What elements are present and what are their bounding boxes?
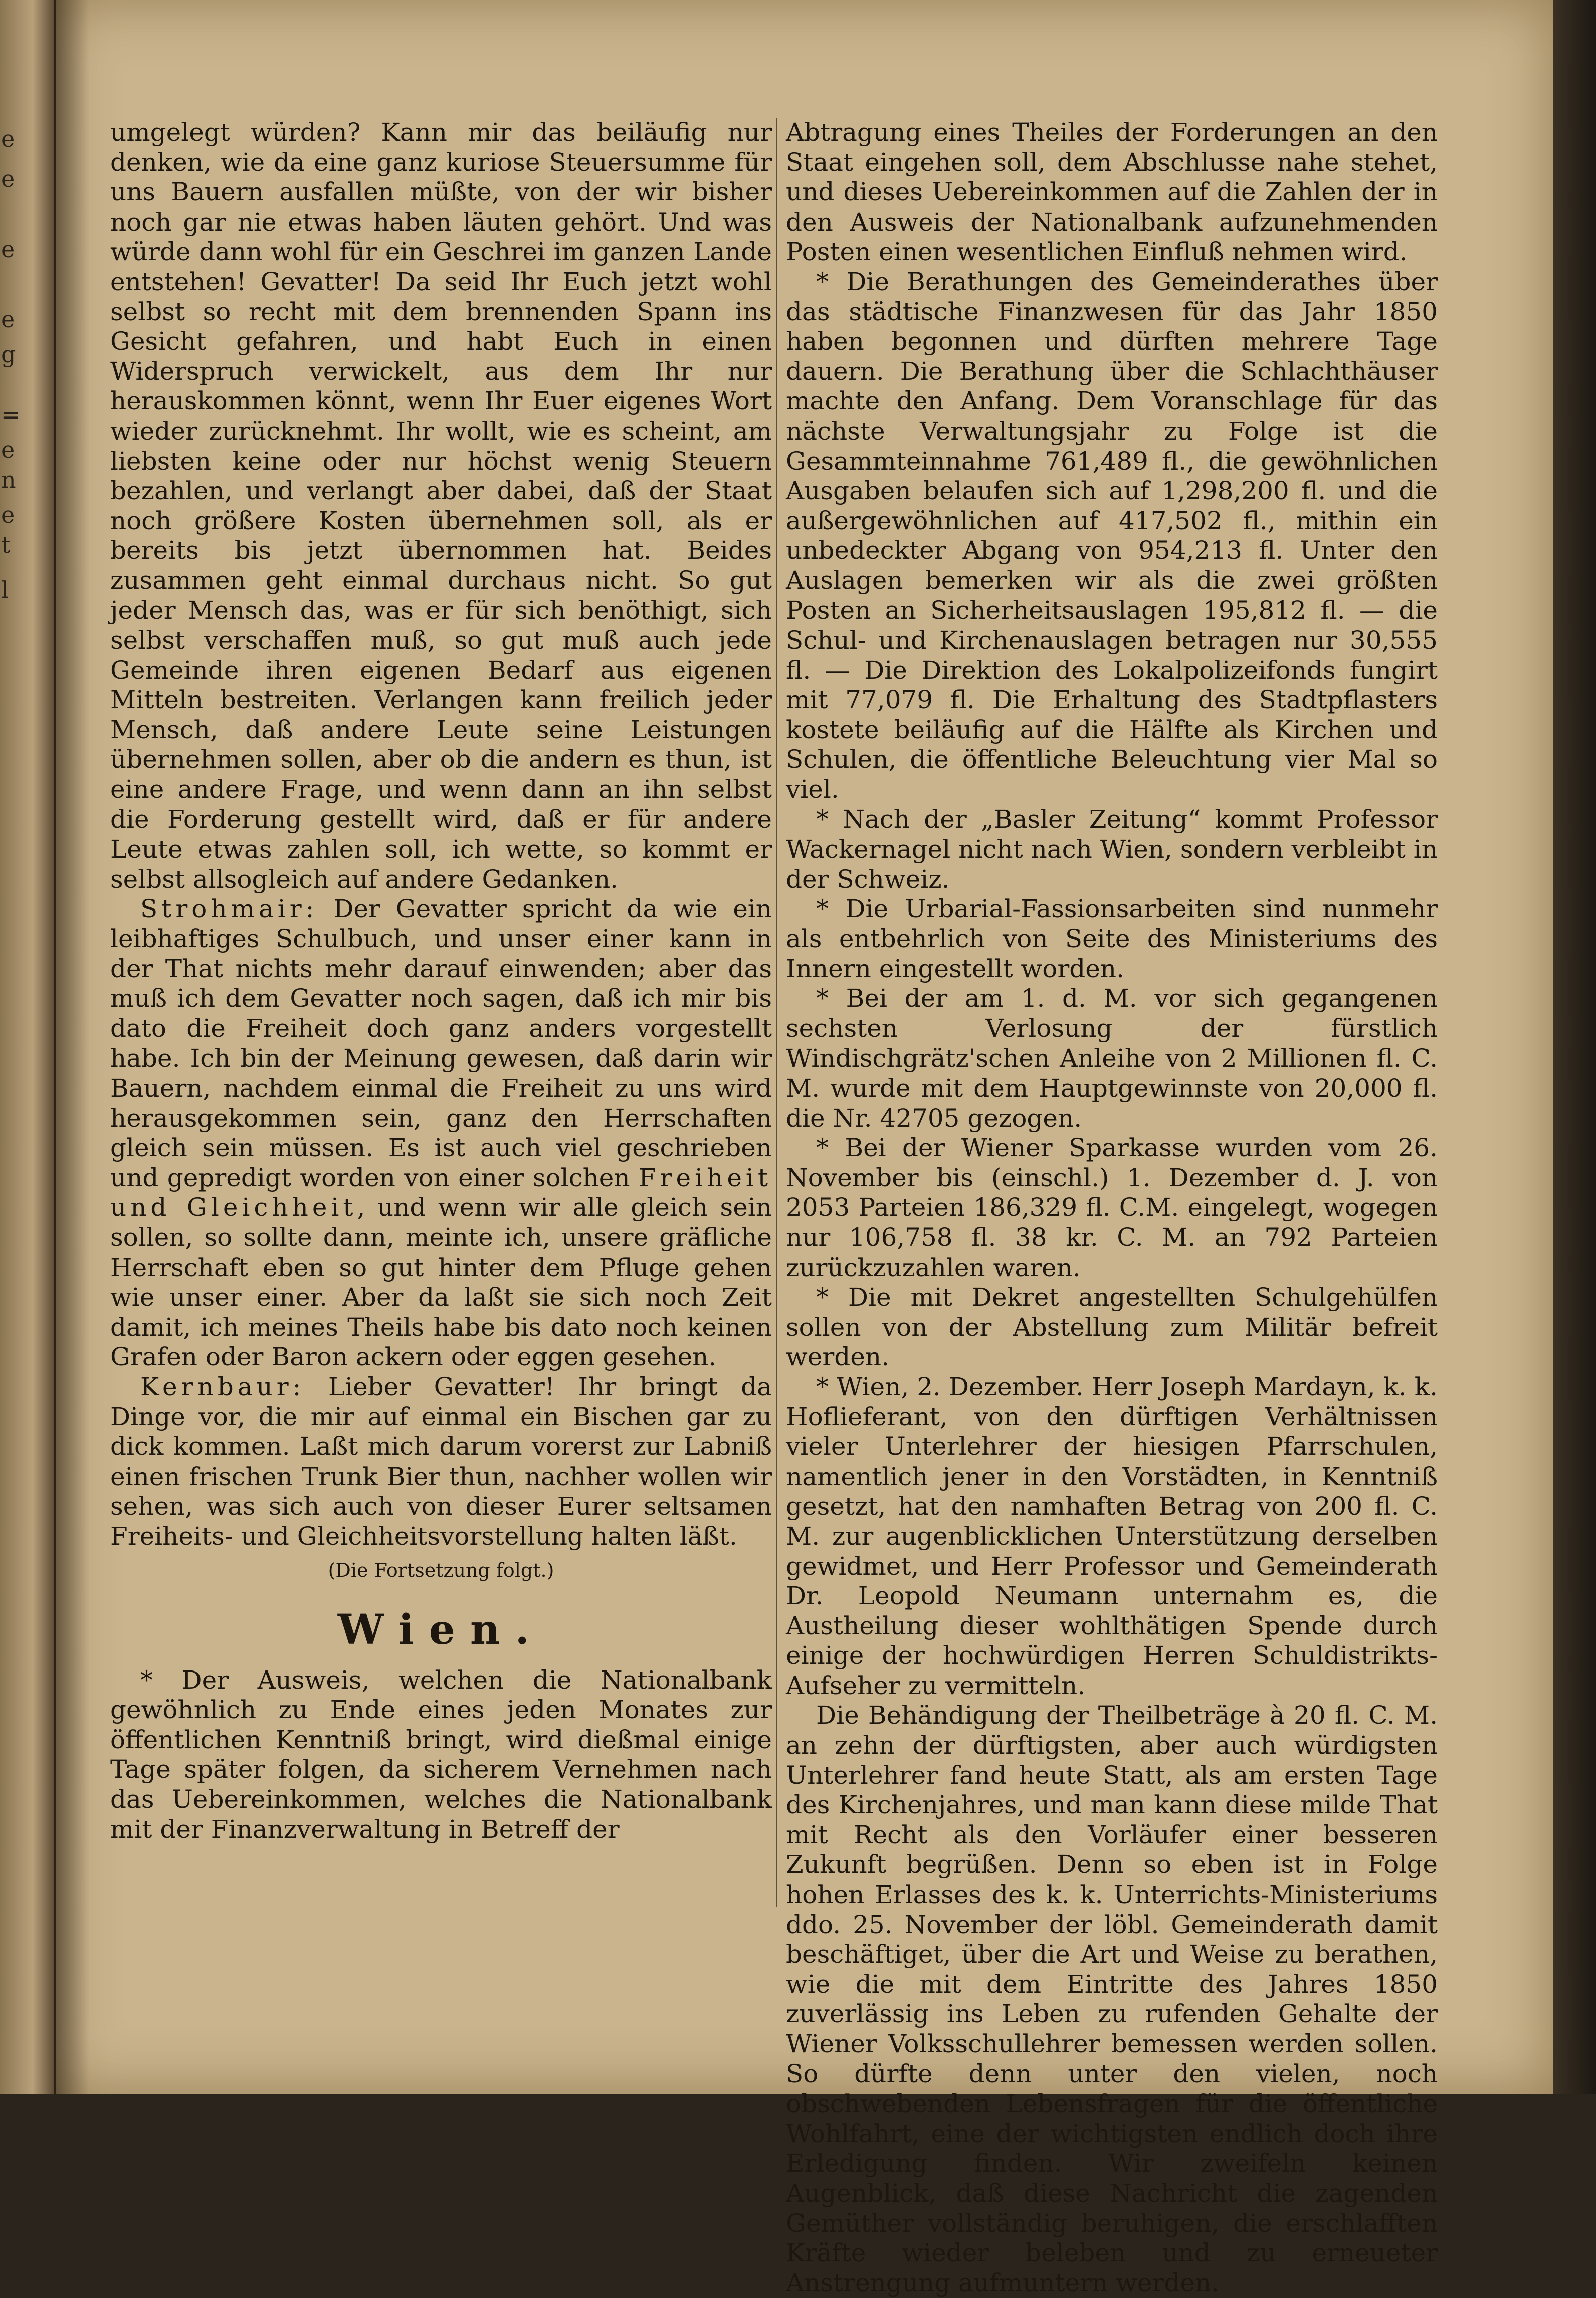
margin-fragment: g [1,341,16,368]
margin-fragment: e [1,501,15,528]
column-divider [776,118,777,1907]
dialogue-strohmair [110,894,772,1372]
margin-fragment: e [1,306,15,333]
margin-fragment: e [1,436,15,463]
section-heading: Wien. [337,1606,545,1654]
news-item: * Die Berathungen des Gemeinderathes über das städtische Finanzwesen für das Jahr 1850 haben begonnen und dürften mehrere Tage dauern. Die Berathung über die Schlachthäuser machte den Anfang. Dem Voranschlage für das nächste Verwaltungsjahr zu Folge ist die Gesammteinnahme 761,489 fl., die gewöhnlichen Ausgaben belaufen sich auf 1,298,200 fl. und die außergewöhnlichen auf 417,502 fl., mithin ein unbedeckter Abgang von 954,213 fl. Unter den Auslagen bemerken wir als die zwei größten Posten an Sicherheitsauslagen 195,812 fl. — die Schul- und Kirchenauslagen betragen nur 30,555 fl. — Die Direktion des Lokalpolizeifonds fungirt mit 77,079 fl. Die Erhaltung des Stadtpflasters kostete beiläufig auf die Hälfte als Kirchen und Schulen, die öffentliche Beleuchtung vier Mal so viel. [786,267,1438,804]
margin-fragment: = [1,401,21,428]
gutter-shadow [54,0,89,2094]
emphasized-phrase: Freiheit und Gleichheit [110,1163,772,1222]
speech-text: Der Gevatter spricht da wie ein leibhaftiges Schulbuch, und unser einer kann in der That nichts mehr darauf einwenden; aber das muß ich dem Gevatter noch sagen, daß ich mir bis dato die Freiheit doch ganz anders vorgestellt habe. Ich bin der Meinung gewesen, daß darin wir Bauern, nachdem einmal die Freiheit zu uns wird herausgekommen sein, ganz den Herrschaften gleich sein müssen. Es ist auch viel geschrieben und gepredigt worden von einer solchen [110,894,772,1192]
speaker-name: Kernbaur: [140,1372,305,1401]
speech-text: , und wenn wir alle gleich sein sollen, so sollte dann, meinte ich, unsere gräfliche Herrschaft eben so gut hinter dem Pfluge gehen wie unser einer. Aber da laßt sie sich noch Zeit damit, ich meines Theils habe bis dato noch keinen Grafen oder Baron ackern oder eggen gesehen. [110,1193,772,1372]
paragraph: umgelegt würden? Kann mir das beiläufig nur denken, wie da eine ganz kuriose Steuersumme für uns Bauern ausfallen müßte, von der wir bisher noch gar nie etwas haben läuten gehört. Und was würde dann wohl für ein Geschrei im ganzen Lande entstehen! Gevatter! Da seid Ihr Euch jetzt wohl selbst so recht mit dem brennenden Spann ins Gesicht gefahren, und habt Euch in einen Widerspruch verwickelt, aus dem Ihr nur herauskommen könnt, wenn Ihr Euer eigenes Wort wieder zurücknehmt. Ihr wollt, wie es scheint, am liebsten keine oder nur höchst wenig Steuern bezahlen, und verlangt aber dabei, daß der Staat noch größere Kosten übernehmen soll, als er bereits bis jetzt übernommen hat. Beides zusammen geht einmal durchaus nicht. So gut jeder Mensch das, was er für sich benöthigt, sich selbst verschaffen muß, so gut muß auch jede Gemeinde ihren eigenen Bedarf aus eigenen Mitteln bestreiten. Verlangen kann freilich jeder Mensch, daß andere Leute seine Leistungen übernehmen sollen, aber ob die andern es thun, ist eine andere Frage, und wenn dann an ihn selbst die Forderung gestellt wird, daß er für andere Leute etwas zahlen soll, ich wette, so kommt er selbst allsogleich auf andere Gedanken. [110,118,772,894]
news-item: * Die Urbarial-Fassionsarbeiten sind nunmehr als entbehrlich von Seite des Ministeriums des Innern eingestellt worden. [786,894,1438,983]
continuation-note: (Die Fortsetzung folgt.) [328,1559,554,1581]
paragraph: Abtragung eines Theiles der Forderungen an den Staat eingehen soll, dem Abschlusse nahe stehet, und dieses Uebereinkommen auf die Zahlen der in den Ausweis der Nationalbank aufzunehmenden Posten einen wesentlichen Einfluß nehmen wird. [786,118,1438,267]
margin-fragment: e [1,236,15,263]
margin-fragment: e [1,125,15,152]
binding-edge [1553,0,1596,2094]
news-item: * Wien, 2. Dezember. Herr Joseph Mardayn, k. k. Hoflieferant, von den dürftigen Verhältnissen vieler Unterlehrer der hiesigen Pfarrschulen, namentlich jener in den Vorstädten, in Kenntniß gesetzt, hat den namhaften Betrag von 200 fl. C. M. zur augenblicklichen Unterstützung derselben gewidmet, und Herr Professor und Gemeinderath Dr. Leopold Neumann unternahm es, die Austheilung dieser wohlthätigen Spende durch einige der hochwürdigen Herren Schuldistrikts-Aufseher zu vermitteln. [786,1372,1438,1700]
margin-fragment: e [1,165,15,192]
left-column [110,118,772,1844]
margin-fragment: l [1,576,9,603]
news-item: * Bei der am 1. d. M. vor sich gegangenen sechsten Verlosung der fürstlich Windischgrätz'schen Anleihe von 2 Millionen fl. C. M. wurde mit dem Hauptgewinnste von 20,000 fl. die Nr. 42705 gezogen. [786,984,1438,1133]
margin-fragment: n [1,466,16,493]
right-column [786,118,1438,2298]
news-item: Die Behändigung der Theilbeträge à 20 fl. C. M. an zehn der dürftigsten, aber auch würdigsten Unterlehrer fand heute Statt, als am ersten Tage des Kirchenjahres, und man kann diese milde That mit Recht als den Vorläufer einer besseren Zukunft begrüßen. Denn so eben ist in Folge hohen Erlasses des k. k. Unterrichts-Ministeriums ddo. 25. November der löbl. Gemeinderath damit beschäftiget, über die Art und Weise zu berathen, wie die mit dem Eintritte des Jahres 1850 zuverlässig ins Leben zu rufenden Gehalte der Wiener Volksschullehrer bemessen werden sollen. So dürfte denn unter den vielen, noch obschwebenden Lebensfragen für die öffentliche Wohlfahrt, eine der wichtigsten endlich doch ihre Erledigung finden. Wir zweifeln keinen Augenblick, daß diese Nachricht die zagenden Gemüther vollständig beruhigen, die erschlafften Kräfte wieder beleben und zu erneueter Anstrengung aufmuntern werden. [786,1701,1438,2297]
speech-text: Lieber Gevatter! Ihr bringt da Dinge vor, die mir auf einmal ein Bischen gar zu dick kommen. Laßt mich darum vorerst zur Labniß einen frischen Trunk Bier thun, nachher wollen wir sehen, was sich auch von dieser Eurer seltsamen Freiheits- und Gleichheitsvorstellung halten läßt. [110,1372,772,1551]
news-item: * Nach der „Basler Zeitung“ kommt Professor Wackernagel nicht nach Wien, sondern verbleibt in der Schweiz. [786,804,1438,894]
news-item: * Der Ausweis, welchen die Nationalbank gewöhnlich zu Ende eines jeden Monates zur öffentlichen Kenntniß bringt, wird dießmal einige Tage später folgen, da sicherem Vernehmen nach das Uebereinkommen, welches die Nationalbank mit der Finanzverwaltung in Betreff der [110,1665,772,1844]
previous-page-edge [0,0,54,2094]
margin-fragment: t [1,531,11,558]
dialogue-kernbaur [110,1372,772,1552]
news-item: * Die mit Dekret angestellten Schulgehülfen sollen von der Abstellung zum Militär befreit werden. [786,1283,1438,1372]
speaker-name: Strohmair: [140,894,318,924]
news-item: * Bei der Wiener Sparkasse wurden vom 26. November bis (einschl.) 1. Dezember d. J. von 2053 Parteien 186,329 fl. C.M. eingelegt, wogegen nur 106,758 fl. 38 kr. C. M. an 792 Parteien zurückzuzahlen waren. [786,1133,1438,1282]
